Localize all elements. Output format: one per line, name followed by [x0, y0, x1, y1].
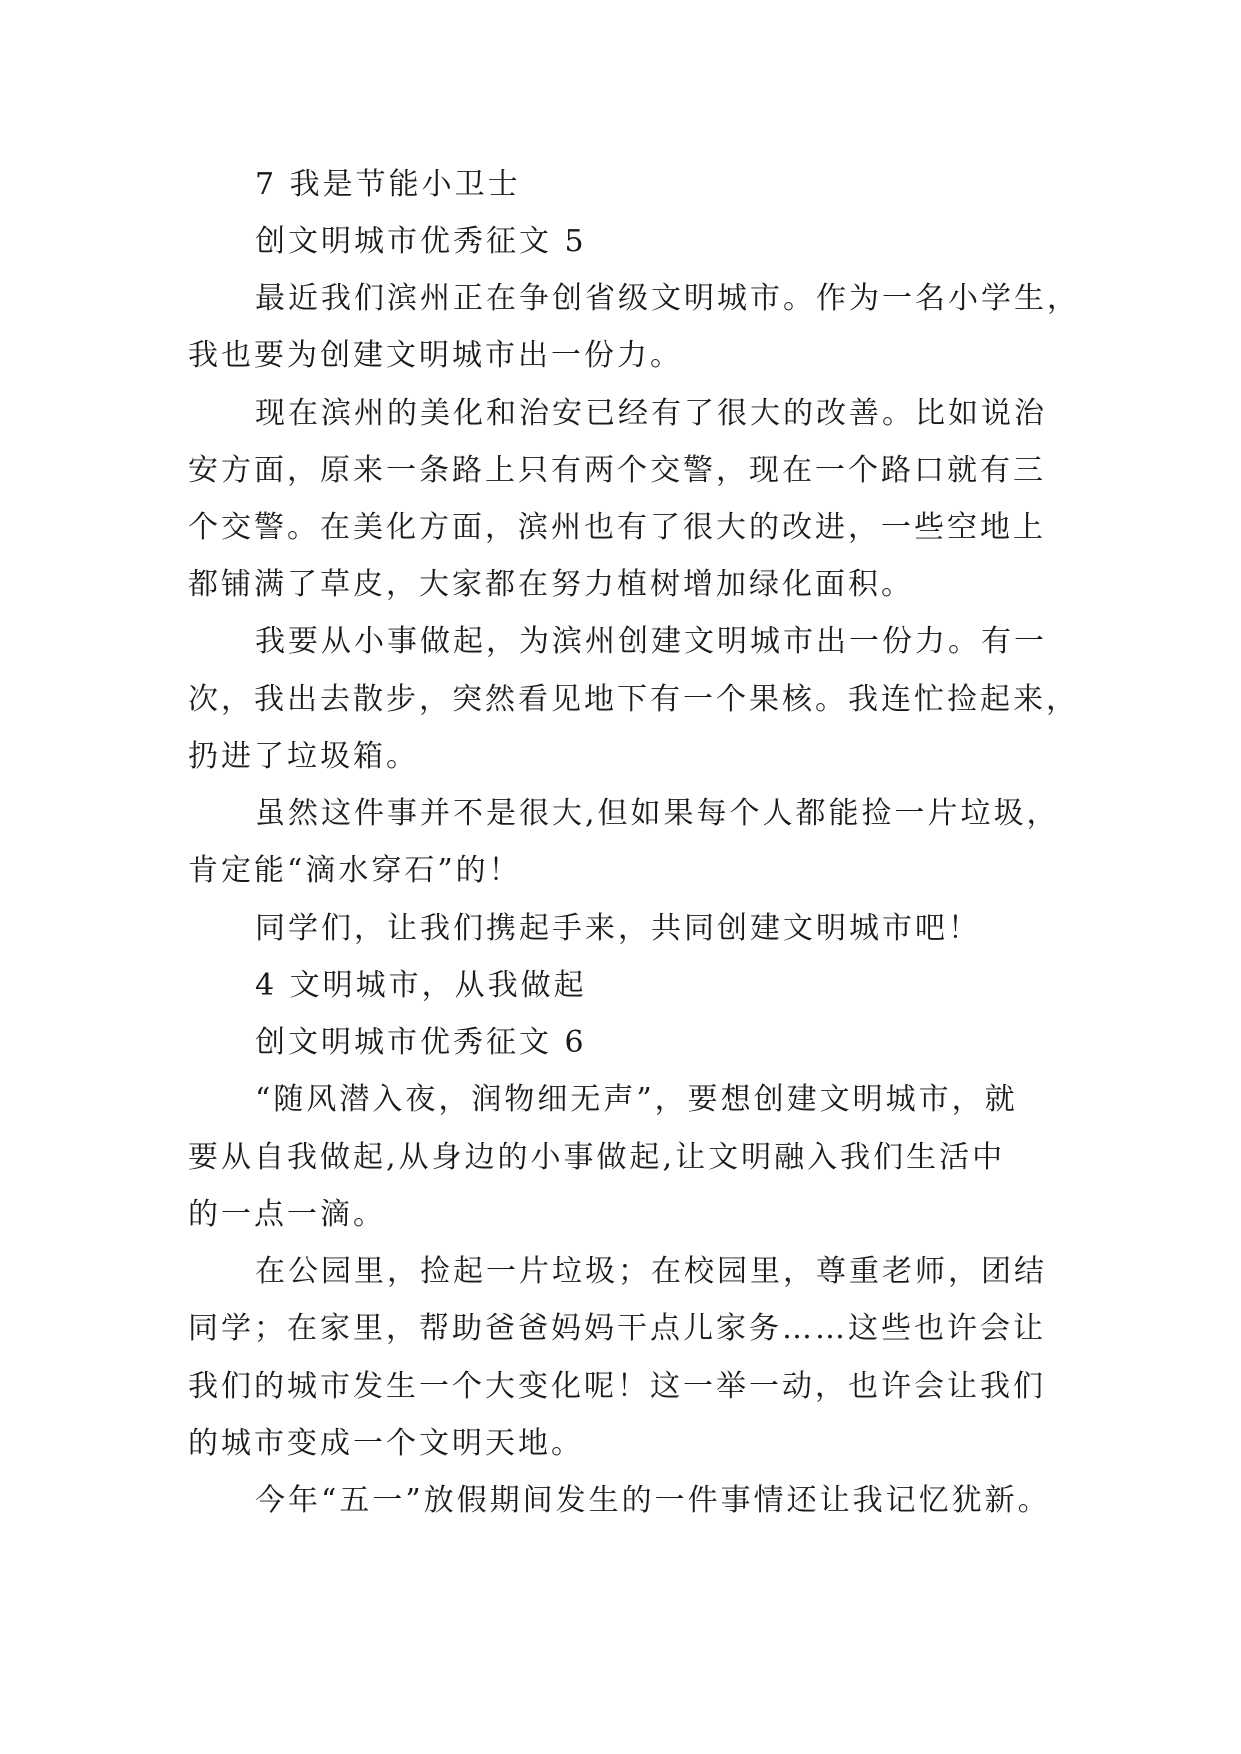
- paragraph-line: 我们的城市发生一个大变化呢！这一举一动，也许会让我们: [188, 1369, 1046, 1404]
- paragraph-line: 虽然这件事并不是很大,但如果每个人都能捡一片垃圾，: [255, 796, 1060, 831]
- paragraph-line: 要从自我做起,从身边的小事做起,让文明融入我们生活中: [188, 1140, 1006, 1175]
- paragraph-line: 今年“五一”放假期间发生的一件事情还让我记忆犹新。: [255, 1483, 1051, 1518]
- paragraph-line: 的城市变成一个文明天地。: [188, 1426, 584, 1461]
- paragraph-line: 的一点一滴。: [188, 1197, 386, 1232]
- paragraph-line: 同学们，让我们携起手来，共同创建文明城市吧！: [255, 911, 981, 946]
- essay-title-6: 创文明城市优秀征文 6: [255, 1025, 587, 1060]
- paragraph-line: 都铺满了草皮，大家都在努力植树增加绿化面积。: [188, 567, 914, 602]
- heading-civilized-city: 4 文明城市，从我做起: [255, 968, 587, 1003]
- paragraph-line: 同学；在家里，帮助爸爸妈妈干点儿家务……这些也许会让: [188, 1311, 1046, 1346]
- paragraph-line: 我要从小事做起，为滨州创建文明城市出一份力。有一: [255, 624, 1047, 659]
- paragraph-line: 现在滨州的美化和治安已经有了很大的改善。比如说治: [255, 396, 1047, 431]
- paragraph-line: 在公园里，捡起一片垃圾；在校园里，尊重老师，团结: [255, 1254, 1047, 1289]
- paragraph-line: 个交警。在美化方面，滨州也有了很大的改进，一些空地上: [188, 510, 1046, 545]
- paragraph-line: 我也要为创建文明城市出一份力。: [188, 338, 683, 373]
- paragraph-line: 扔进了垃圾箱。: [188, 739, 419, 774]
- essay-title-5: 创文明城市优秀征文 5: [255, 224, 587, 259]
- paragraph-line: 肯定能“滴水穿石”的！: [188, 853, 522, 888]
- paragraph-line: 最近我们滨州正在争创省级文明城市。作为一名小学生，: [255, 281, 1080, 316]
- paragraph-line: 安方面，原来一条路上只有两个交警，现在一个路口就有三: [188, 453, 1046, 488]
- paragraph-line: 次，我出去散步，突然看见地下有一个果核。我连忙捡起来，: [188, 682, 1079, 717]
- paragraph-line: “随风潜入夜，润物细无声”，要想创建文明城市，就: [255, 1082, 1018, 1117]
- heading-energy-guard: 7 我是节能小卫士: [255, 167, 521, 202]
